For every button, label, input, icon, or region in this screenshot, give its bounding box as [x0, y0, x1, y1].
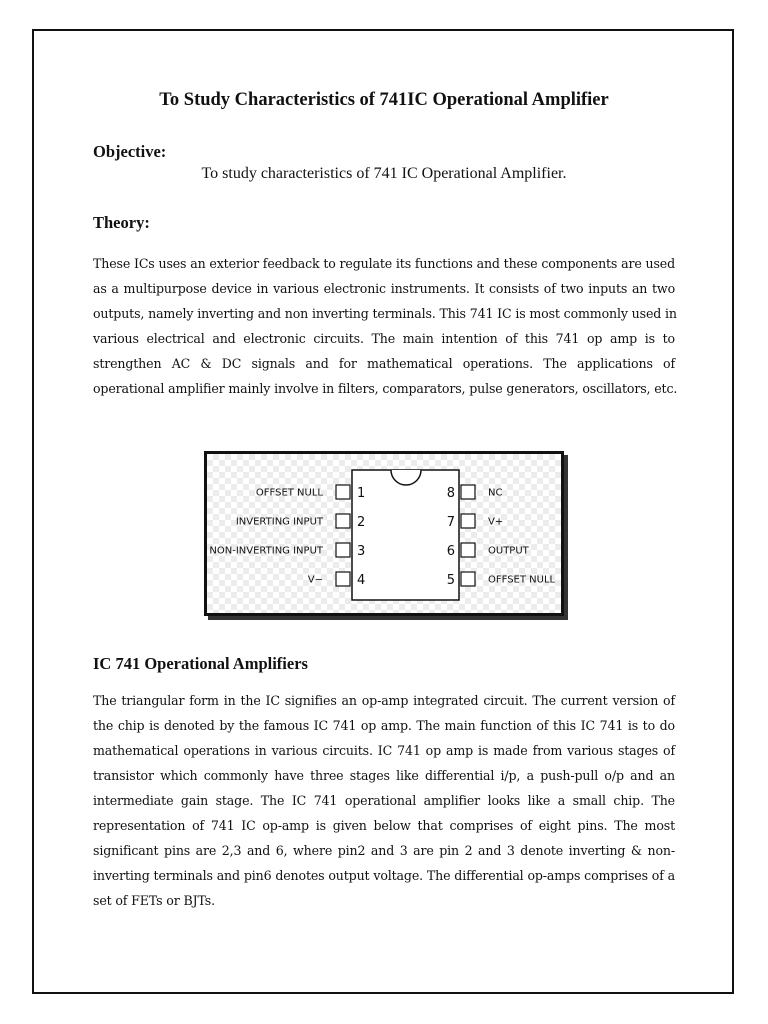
paragraph-line: strengthen AC & DC signals and for mathematical operations. The applications of: [93, 356, 675, 371]
paragraph-line: operational amplifier mainly involve in filters, comparators, pulse generators, oscillators, etc.: [93, 381, 678, 396]
pin-5-label: OFFSET NULL: [488, 574, 556, 586]
paragraph-line: outputs, namely inverting and non inverting terminals. This 741 IC is most commonly used in: [93, 306, 677, 321]
paragraph-line: inverting terminals and pin6 denotes output voltage. The differential op-amps comprises of a: [93, 868, 675, 883]
paragraph-line: transistor which commonly have three stages like differential i/p, a push-pull o/p and an: [93, 768, 675, 783]
pin-1-number: 1: [357, 486, 366, 501]
theory-paragraph: [93, 251, 678, 401]
pin-7-number: 7: [446, 515, 455, 530]
pin-8: [461, 485, 475, 499]
paragraph-line: intermediate gain stage. The IC 741 operational amplifier looks like a small chip. The: [93, 793, 675, 808]
pin-8-number: 8: [446, 486, 455, 501]
paragraph-line: various electrical and electronic circuits. The main intention of this 741 op amp is to: [93, 331, 675, 346]
ic741-pinout-diagram: [204, 451, 564, 616]
pin-3-label: NON-INVERTING INPUT: [209, 545, 323, 557]
objective-text: To study characteristics of 741 IC Operational Amplifier.: [201, 165, 567, 182]
pin-8-label: NC: [488, 487, 503, 499]
paragraph-line: the chip is denoted by the famous IC 741 op amp. The main function of this IC 741 is to do: [93, 718, 675, 733]
pin-7: [461, 514, 475, 528]
pin-4-number: 4: [357, 573, 366, 588]
pin-7-label: V+: [488, 516, 504, 528]
pin-4: [336, 572, 350, 586]
ic741-heading: IC 741 Operational Amplifiers: [93, 654, 308, 673]
chip-body: [352, 470, 459, 600]
paragraph-line: These ICs uses an exterior feedback to regulate its functions and these components are used: [93, 256, 675, 271]
pinout-svg: [207, 454, 561, 613]
pin-6-number: 6: [446, 544, 455, 559]
pin-2: [336, 514, 350, 528]
pin-1: [336, 485, 350, 499]
pin-5: [461, 572, 475, 586]
objective-heading: Objective:: [93, 142, 167, 161]
pin-3: [336, 543, 350, 557]
pin-6: [461, 543, 475, 557]
paragraph-line: mathematical operations in various circuits. IC 741 op amp is made from various stages of: [93, 743, 675, 758]
pin-1-label: OFFSET NULL: [255, 487, 323, 499]
pin-4-label: V−: [307, 574, 323, 586]
paragraph-line: The triangular form in the IC signifies an op-amp integrated circuit. The current version of: [93, 693, 675, 708]
paragraph-line: as a multipurpose device in various electronic instruments. It consists of two inputs an two: [93, 281, 675, 296]
pin-2-number: 2: [357, 515, 366, 530]
document-title: To Study Characteristics of 741IC Operational Amplifier: [159, 90, 609, 110]
paragraph-line: representation of 741 IC op-amp is given below that comprises of eight pins. The most: [93, 818, 675, 833]
theory-heading: Theory:: [93, 213, 150, 232]
pin-2-label: INVERTING INPUT: [235, 516, 323, 528]
pin-6-label: OUTPUT: [488, 545, 529, 557]
paragraph-line: set of FETs or BJTs.: [93, 893, 215, 908]
paragraph-line: significant pins are 2,3 and 6, where pin2 and 3 are pin 2 and 3 denote inverting & non-: [93, 843, 675, 858]
ic741-paragraph: [93, 688, 675, 913]
pin-3-number: 3: [357, 544, 366, 559]
pin-5-number: 5: [446, 573, 455, 588]
